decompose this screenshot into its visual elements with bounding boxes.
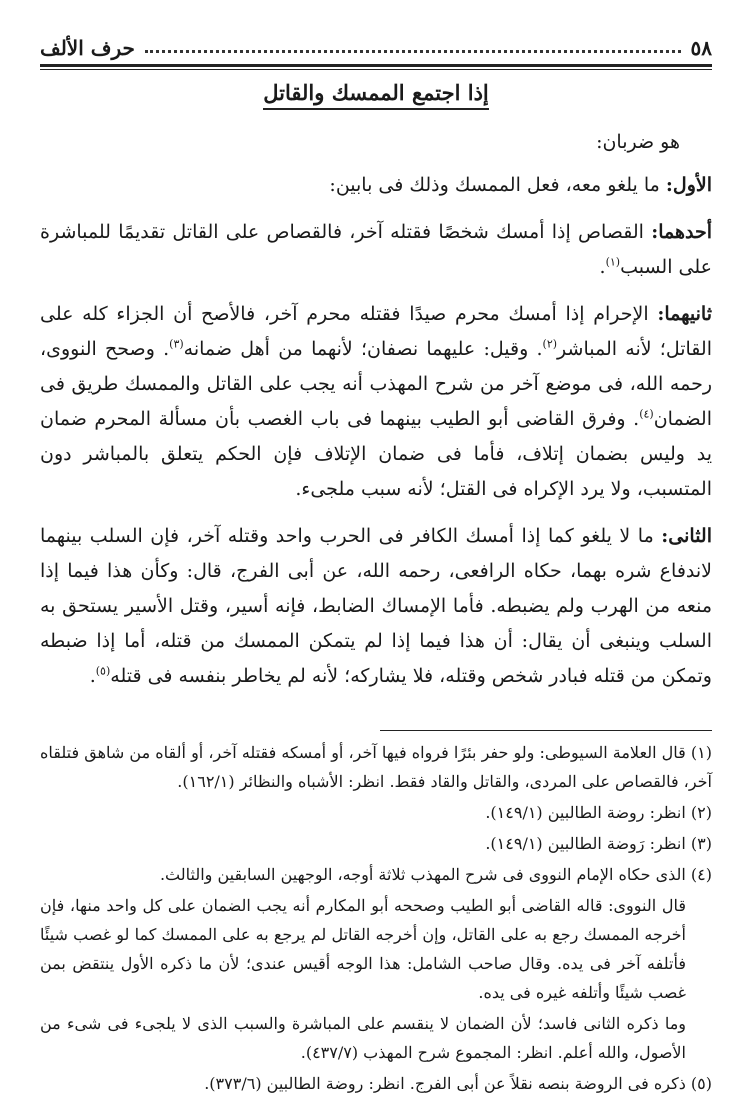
footnote-4-cont: وما ذكره الثانى فاسد؛ لأن الضمان لا ينقسم على المباشرة والسبب الذى لا يلجىء فى شىء من الأصول، والله أعلم. انظر: المجموع شرح المهذب (٤٣٧/٧). [40,1014,686,1062]
header-rule-thin [40,69,712,70]
paragraph-first: الأول: ما يلغو معه، فعل الممسك وذلك فى بابين: [329,174,712,196]
footnote-ref[interactable]: (٤) [639,407,654,421]
chapter-title: حرف الألف [40,36,135,60]
running-head [40,30,712,60]
footnote-4: (٤) الذى حكاه الإمام النووى فى شرح المهذب ثلاثة أوجه، الوجهين السابقين والثالث. [159,865,712,884]
footnote-rule [380,730,712,731]
paragraph-lead: ثانيهما: [657,303,712,325]
book-page [40,30,712,1108]
paragraph-intro: هو ضربان: [596,131,680,153]
leader-dots [145,50,681,53]
section-title: إذا اجتمع الممسك والقاتل [40,80,712,110]
footnotes [40,738,712,1100]
footnote-ref[interactable]: (١) [605,255,621,269]
footnote-ref[interactable]: (٣) [169,337,184,351]
footnote-ref[interactable]: (٢) [542,337,558,351]
paragraph-lead: الأول: [665,174,712,196]
footnote-2: (٢) انظر: روضة الطالبين (١٤٩/١). [485,803,712,822]
paragraph-first-a: أحدهما: القصاص إذا أمسك شخصًا فقتله آخر، فالقصاص على القاتل تقديمًا للمباشرة على السبب$^{(١)}$. [40,221,712,278]
header-rule [40,64,712,67]
paragraph-lead: الثانى: [661,525,712,547]
footnote-5: (٥) ذكره فى الروضة بنصه نقلاً عن أبى الفرج. انظر: روضة الطالبين (٣٧٣/٦). [204,1074,712,1093]
footnote-4-cont: قال النووى: قاله القاضى أبو الطيب وصححه أبو المكارم أنه يجب الضمان على كل واحد منها، فإن أخرجه الممسك رجع به على القاتل، وإن أخرجه القاتل لم يرجع به على الممسك كما لو غصب شيئًا فأتلفه آخر فى يده. وقال صاحب الشامل: هذا الوجه أقيس عندى؛ لأن ما ذكره الأول ينتقض بمن غصب شيئًا وأتلفه غيره فى يده. [40,896,686,1002]
footnote-ref[interactable]: (٥) [95,664,111,678]
footnote-1: (١) قال العلامة السيوطى: ولو حفر بئرًا فرواه فيها آخر، أو أمسكه فقتله آخر، أو ألقاه من شاهق فتلقاه آخر، فالقصاص على المردى، والقاتل والقاد فقط. انظر: الأشباه والنظائر (١٦٢/١). [40,743,712,791]
footnote-3: (٣) انظر: رَوضة الطالبين (١٤٩/١). [485,834,712,853]
paragraph-first-b: ثانيهما: الإحرام إذا أمسك محرم صيدًا فقتله محرم آخر، فالأصح أن الجزاء كله على القاتل؛ لأنه المباشر$^{(٢)}$. وقيل: عليهما نصفان؛ لأنهما من أهل ضمانه$^{(٣)}$. وصحح النووى، رحمه الله، فى موضع آخر من شرح المهذب أنه يجب على القاتل والممسك طريق فى الضمان$^{(٤)}$. وفرق القاضى أبو الطيب بينهما فى باب الغصب بأن مسألة المحرم ضمان يد وليس بضمان إتلاف، فأما فى ضمان الإتلاف فإن الحكم يتعلق بالمباشر دون المتسبب، ولا يرد الإكراه فى القتل؛ لأنه سبب ملجىء. [40,303,712,500]
paragraph-lead: أحدهما: [651,221,712,243]
main-text [40,125,712,702]
page-number: ٥٨ [690,36,712,60]
paragraph-second: الثانى: ما لا يلغو كما إذا أمسك الكافر فى الحرب واحد وقتله آخر، فإن السلب بينهما لاندفاع شره بهما، حكاه الرافعى، رحمه الله، عن أبى الفرج، قال: وكأن هذا فيما إذا منعه من الهرب ولم يضبطه. فأما الإمساك الضابط، فإنه أسير، وقتل الأسير يستحق به السلب وينبغى أن يقال: أن هذا فيما إذا لم يتمكن الممسك من قتله، أما إذا ضبطه وتمكن من قتله فبادر شخص وقتله، فلا يشاركه؛ لأنه لم يخاطر بنفسه فى قتله$^{(٥)}$. [40,525,712,687]
